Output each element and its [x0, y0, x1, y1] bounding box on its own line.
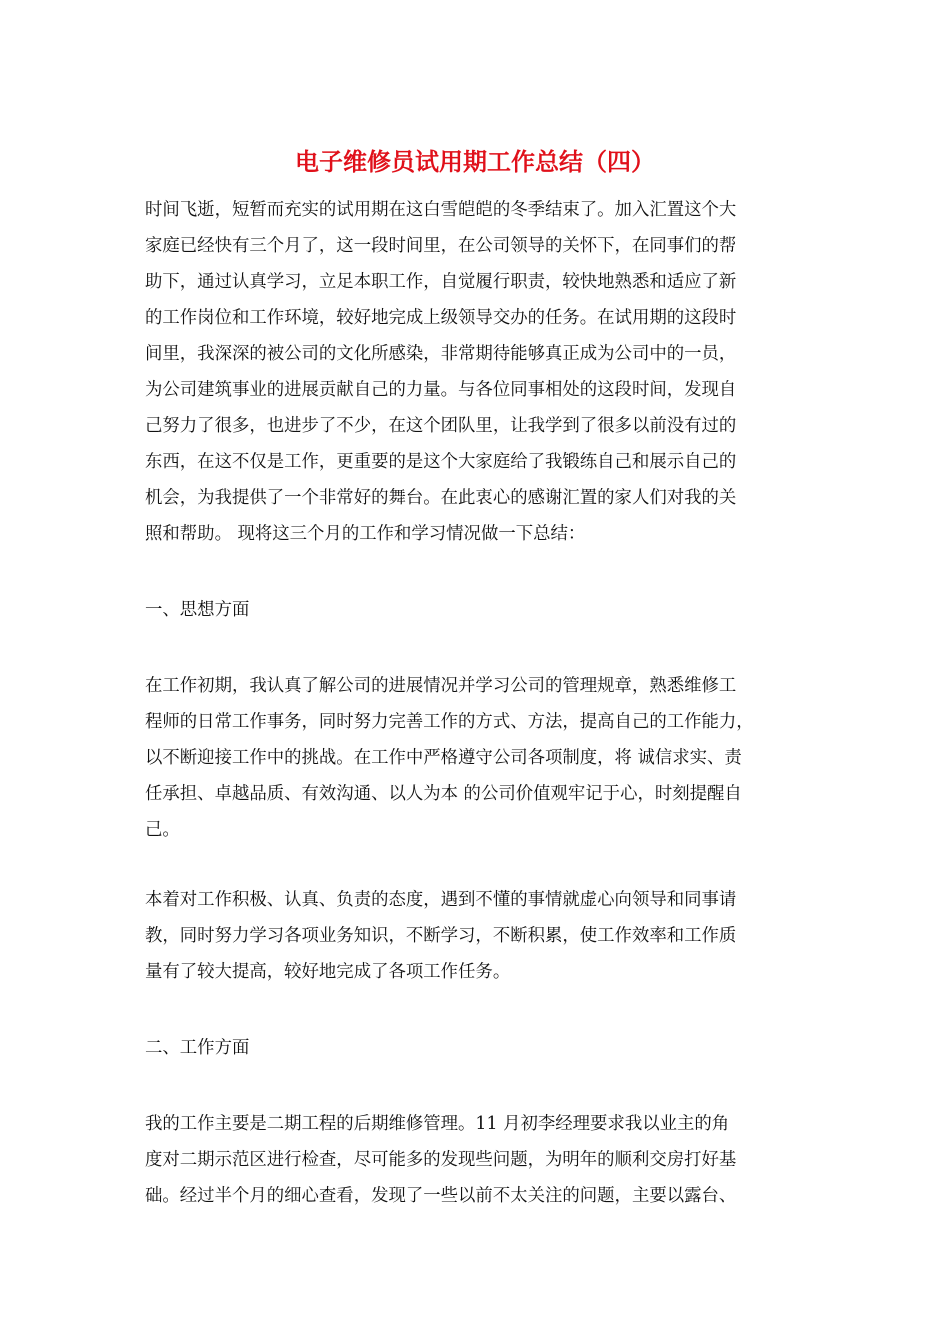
- paragraph-line: 量有了较大提高，较好地完成了各项工作任务。: [145, 962, 511, 982]
- paragraph-line: 家庭已经快有三个月了，这一段时间里，在公司领导的关怀下，在同事们的帮: [145, 236, 737, 256]
- paragraph-line: 己努力了很多，也进步了不少，在这个团队里，让我学到了很多以前没有过的: [145, 416, 737, 436]
- paragraph-line: 间里，我深深的被公司的文化所感染，非常期待能够真正成为公司中的一员，: [145, 344, 737, 364]
- section-heading-thought: 一、思想方面: [145, 600, 250, 620]
- paragraph-line: 照和帮助。 现将这三个月的工作和学习情况做一下总结：: [145, 524, 586, 544]
- paragraph-line: 础。经过半个月的细心查看，发现了一些以前不太关注的问题，主要以露台、: [145, 1186, 737, 1206]
- paragraph-line: 在工作初期，我认真了解公司的进展情况并学习公司的管理规章，熟悉维修工: [145, 676, 737, 696]
- paragraph-line: 机会，为我提供了一个非常好的舞台。在此衷心的感谢汇置的家人们对我的关: [145, 488, 737, 508]
- paragraph-line: 的工作岗位和工作环境，较好地完成上级领导交办的任务。在试用期的这段时: [145, 308, 737, 328]
- paragraph-line: 程师的日常工作事务，同时努力完善工作的方式、方法，提高自己的工作能力，: [145, 712, 754, 732]
- section-heading-work: 二、工作方面: [145, 1038, 250, 1058]
- paragraph-line: 本着对工作积极、认真、负责的态度，遇到不懂的事情就虚心向领导和同事请: [145, 890, 737, 910]
- paragraph-line: 度对二期示范区进行检查，尽可能多的发现些问题，为明年的顺利交房打好基: [145, 1150, 737, 1170]
- paragraph-line: 我的工作主要是二期工程的后期维修管理。11 月初李经理要求我以业主的角: [145, 1114, 730, 1134]
- paragraph-line: 教，同时努力学习各项业务知识，不断学习，不断积累，使工作效率和工作质: [145, 926, 737, 946]
- paragraph-line: 时间飞逝，短暂而充实的试用期在这白雪皑皑的冬季结束了。加入汇置这个大: [145, 200, 737, 220]
- paragraph-line: 己。: [145, 820, 180, 840]
- paragraph-line: 东西，在这不仅是工作，更重要的是这个大家庭给了我锻练自己和展示自己的: [145, 452, 737, 472]
- paragraph-line: 助下，通过认真学习，立足本职工作，自觉履行职责，较快地熟悉和适应了新: [145, 272, 737, 292]
- paragraph-line: 以不断迎接工作中的挑战。在工作中严格遵守公司各项制度，将 诚信求实、责: [145, 748, 742, 768]
- document-title: 电子维修员试用期工作总结（四）: [295, 147, 655, 176]
- paragraph-line: 任承担、卓越品质、有效沟通、以人为本 的公司价值观牢记于心，时刻提醒自: [145, 784, 742, 804]
- paragraph-line: 为公司建筑事业的进展贡献自己的力量。与各位同事相处的这段时间，发现自: [145, 380, 737, 400]
